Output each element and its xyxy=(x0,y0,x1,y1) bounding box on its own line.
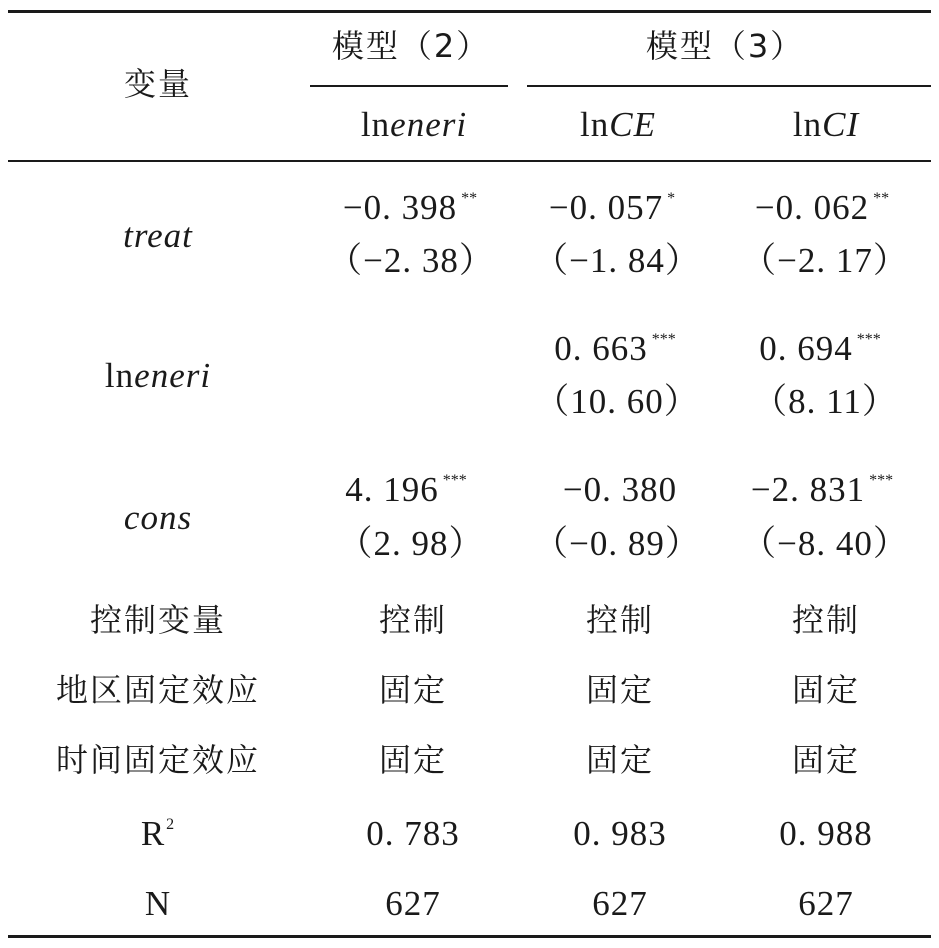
controls-c3: 控制 xyxy=(791,601,861,639)
cons-c1-coef xyxy=(345,472,467,507)
region-fe-c3: 固定 xyxy=(791,671,861,709)
model3-underline xyxy=(527,85,931,87)
header-bottom-rule xyxy=(8,160,931,162)
row-label-n: N xyxy=(144,884,172,923)
coef-value: 4. 196 xyxy=(345,470,439,509)
coef-value: −0. 380 xyxy=(562,470,678,509)
cons-c3-tstat: （−8. 40） xyxy=(741,524,909,563)
significance-stars: ** xyxy=(461,190,478,207)
time-fe-c1: 固定 xyxy=(378,741,448,779)
coef-value: −0. 057 xyxy=(548,188,664,227)
r2-c3: 0. 988 xyxy=(779,814,873,853)
treat-c2-tstat: （−1. 84） xyxy=(533,241,701,280)
col1-header-var: eneri xyxy=(390,105,468,144)
lneneri-c2-coef xyxy=(554,331,676,366)
treat-c1-tstat: （−2. 38） xyxy=(327,241,495,280)
col3-header-var: CI xyxy=(822,105,860,144)
time-fe-c2: 固定 xyxy=(585,741,655,779)
row-label-treat: treat xyxy=(123,216,193,255)
col2-header-var: CE xyxy=(609,105,656,144)
col2-header xyxy=(580,107,656,142)
bottom-rule xyxy=(8,935,931,938)
top-rule xyxy=(8,10,931,13)
model3-header: 模型（3） xyxy=(645,27,805,65)
coef-value: 0. 663 xyxy=(554,329,648,368)
treat-c2-coef xyxy=(549,190,675,225)
cons-c3-coef xyxy=(751,472,893,507)
model2-underline xyxy=(310,85,508,87)
time-fe-c3: 固定 xyxy=(791,741,861,779)
region-fe-c1: 固定 xyxy=(378,671,448,709)
row-label-cons: cons xyxy=(123,498,193,537)
coef-value: −0. 062 xyxy=(754,188,870,227)
significance-stars: ** xyxy=(873,190,890,207)
cons-c1-tstat: （2. 98） xyxy=(337,524,485,563)
significance-stars: *** xyxy=(856,331,881,348)
cons-c2-coef xyxy=(563,472,677,507)
controls-c1: 控制 xyxy=(378,601,448,639)
significance-stars: *** xyxy=(869,472,894,489)
treat-c1-coef xyxy=(343,190,477,225)
col2-header-prefix: ln xyxy=(580,105,610,144)
n-c1: 627 xyxy=(385,884,441,923)
col3-header-prefix: ln xyxy=(792,105,823,144)
col1-header-prefix: ln xyxy=(360,105,391,144)
significance-stars: *** xyxy=(651,331,676,348)
significance-stars: *** xyxy=(442,472,467,489)
model2-header: 模型（2） xyxy=(331,27,491,65)
variable-header: 变量 xyxy=(123,65,193,103)
r2-c1: 0. 783 xyxy=(366,814,460,853)
n-c2: 627 xyxy=(592,884,648,923)
lneneri-c2-tstat: （10. 60） xyxy=(534,382,700,421)
coef-value: 0. 694 xyxy=(759,329,853,368)
region-fe-c2: 固定 xyxy=(585,671,655,709)
lneneri-c3-tstat: （8. 11） xyxy=(752,382,898,421)
r2-superscript: 2 xyxy=(166,816,176,833)
significance-stars: * xyxy=(667,190,676,207)
row-label-controls: 控制变量 xyxy=(89,601,227,639)
coef-value: −2. 831 xyxy=(750,470,866,509)
row-label-time-fe: 时间固定效应 xyxy=(55,741,261,779)
controls-c2: 控制 xyxy=(585,601,655,639)
lneneri-label-prefix: ln xyxy=(104,356,135,395)
r2-label: R xyxy=(140,814,166,853)
row-label-lneneri xyxy=(105,358,211,393)
cons-c2-tstat: （−0. 89） xyxy=(533,524,701,563)
r2-c2: 0. 983 xyxy=(573,814,667,853)
lneneri-label-var: eneri xyxy=(134,356,212,395)
coef-value: −0. 398 xyxy=(342,188,458,227)
row-label-region-fe: 地区固定效应 xyxy=(55,671,261,709)
row-label-r2 xyxy=(141,816,175,851)
col3-header xyxy=(793,107,859,142)
n-c3: 627 xyxy=(798,884,854,923)
treat-c3-tstat: （−2. 17） xyxy=(741,241,909,280)
col1-header xyxy=(361,107,467,142)
lneneri-c3-coef xyxy=(759,331,881,366)
treat-c3-coef xyxy=(755,190,889,225)
